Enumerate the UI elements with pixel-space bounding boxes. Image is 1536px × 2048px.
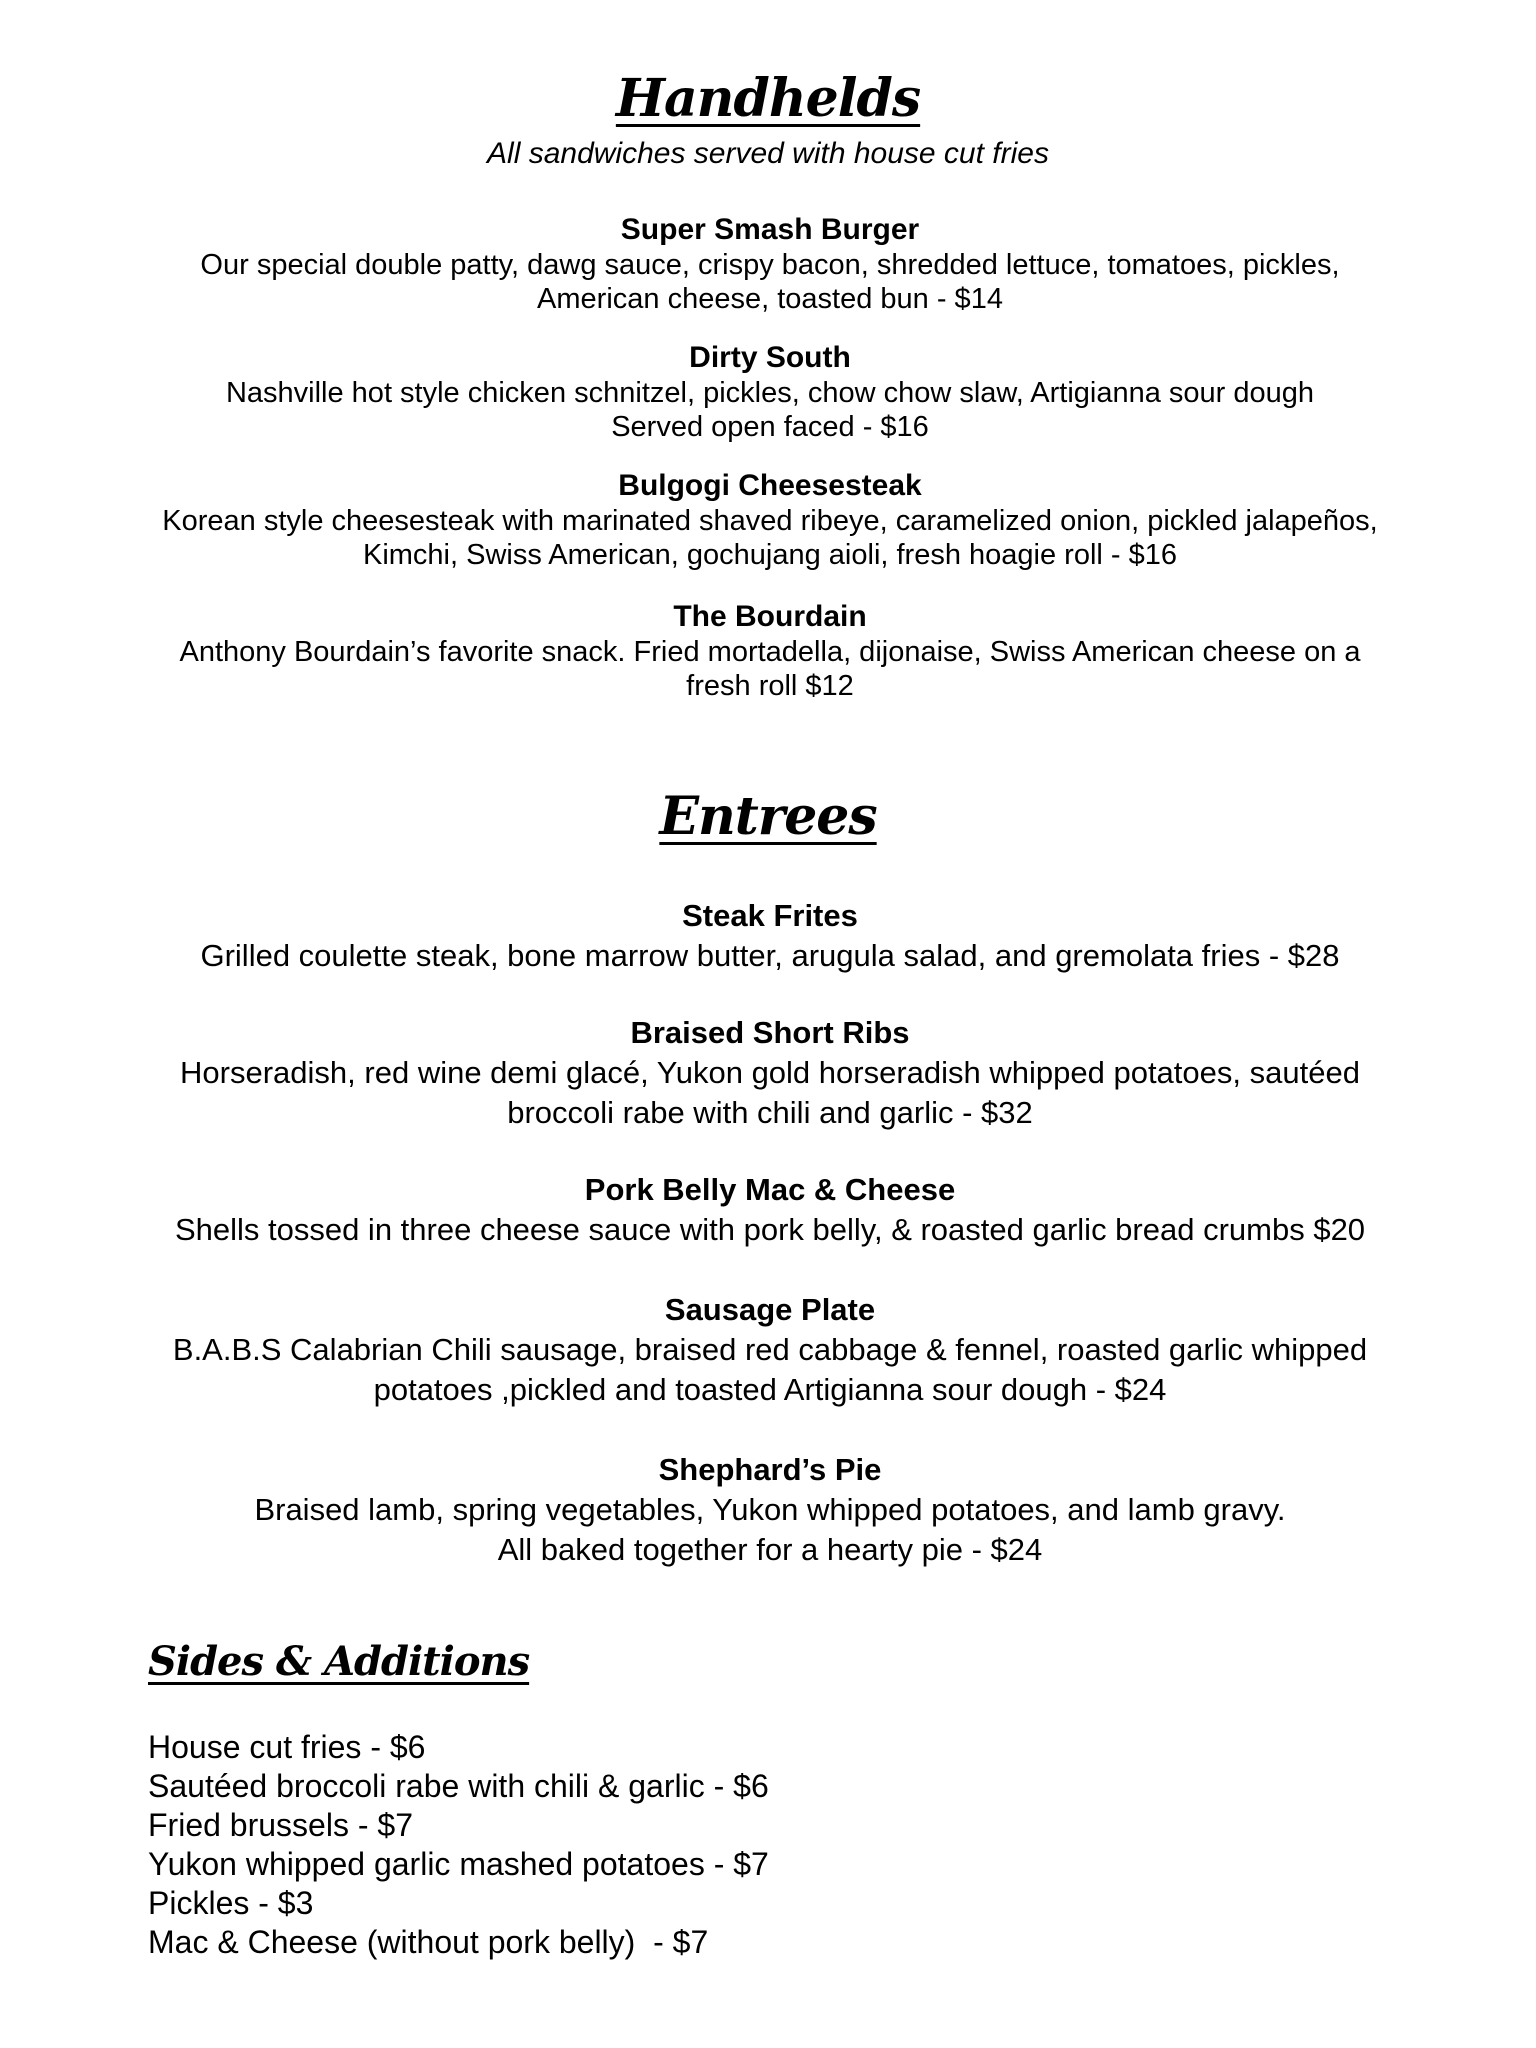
list-item: Mac & Cheese (without pork belly) - $7	[148, 1924, 709, 1960]
list-item: Sautéed broccoli rabe with chili & garlic - $6	[148, 1768, 769, 1804]
item-description: Horseradish, red wine demi glacé, Yukon gold horseradish whipped potatoes, sautéed broccoli rabe with chili and garlic - $32	[180, 1055, 1360, 1130]
menu-item	[130, 340, 1410, 444]
item-name: Shephard’s Pie	[658, 1452, 882, 1487]
item-name: Super Smash Burger	[620, 213, 920, 246]
menu-item	[130, 1013, 1410, 1133]
sides-list	[148, 1728, 769, 1962]
list-item: House cut fries - $6	[148, 1729, 426, 1765]
item-description: Shells tossed in three cheese sauce with pork belly, & roasted garlic bread crumbs $20	[174, 1212, 1366, 1247]
item-description: Our special double patty, dawg sauce, crispy bacon, shredded lettuce, tomatoes, pickles, American cheese, toasted bun - $14	[200, 249, 1340, 315]
menu-item	[130, 599, 1410, 703]
menu-item	[130, 1290, 1410, 1410]
list-item: Fried brussels - $7	[148, 1807, 413, 1843]
handhelds-title: Handhelds	[615, 68, 921, 129]
item-name: Pork Belly Mac & Cheese	[584, 1172, 956, 1207]
item-name: The Bourdain	[673, 600, 867, 633]
item-name: Braised Short Ribs	[630, 1015, 910, 1050]
item-name: Dirty South	[689, 341, 851, 374]
item-description: Grilled coulette steak, bone marrow butter, arugula salad, and gremolata fries - $28	[200, 938, 1340, 973]
item-name: Bulgogi Cheesesteak	[618, 469, 922, 502]
menu-item	[130, 212, 1410, 316]
handhelds-subtitle: All sandwiches served with house cut fries	[487, 137, 1049, 170]
menu-item	[130, 896, 1410, 976]
menu-item	[130, 1450, 1410, 1570]
menu-item	[130, 1170, 1410, 1250]
item-description: Anthony Bourdain’s favorite snack. Fried mortadella, dijonaise, Swiss American cheese on a fresh roll $12	[179, 636, 1361, 702]
item-name: Steak Frites	[682, 898, 858, 933]
item-description: Nashville hot style chicken schnitzel, pickles, chow chow slaw, Artigianna sour dough Served open faced - $16	[225, 377, 1315, 443]
item-name: Sausage Plate	[664, 1292, 876, 1327]
sides-title: Sides & Additions	[148, 1638, 530, 1685]
item-description: Braised lamb, spring vegetables, Yukon whipped potatoes, and lamb gravy. All baked together for a hearty pie - $24	[254, 1492, 1286, 1567]
item-description: Korean style cheesesteak with marinated shaved ribeye, caramelized onion, pickled jalapeños, Kimchi, Swiss American, gochujang aioli, fresh hoagie roll - $16	[162, 505, 1378, 571]
menu-item	[130, 468, 1410, 572]
entrees-title: Entrees	[659, 786, 877, 847]
list-item: Pickles - $3	[148, 1885, 314, 1921]
list-item: Yukon whipped garlic mashed potatoes - $7	[148, 1846, 769, 1882]
item-description: B.A.B.S Calabrian Chili sausage, braised red cabbage & fennel, roasted garlic whipped potatoes ,pickled and toasted Artigianna sour dough - $24	[172, 1332, 1368, 1407]
